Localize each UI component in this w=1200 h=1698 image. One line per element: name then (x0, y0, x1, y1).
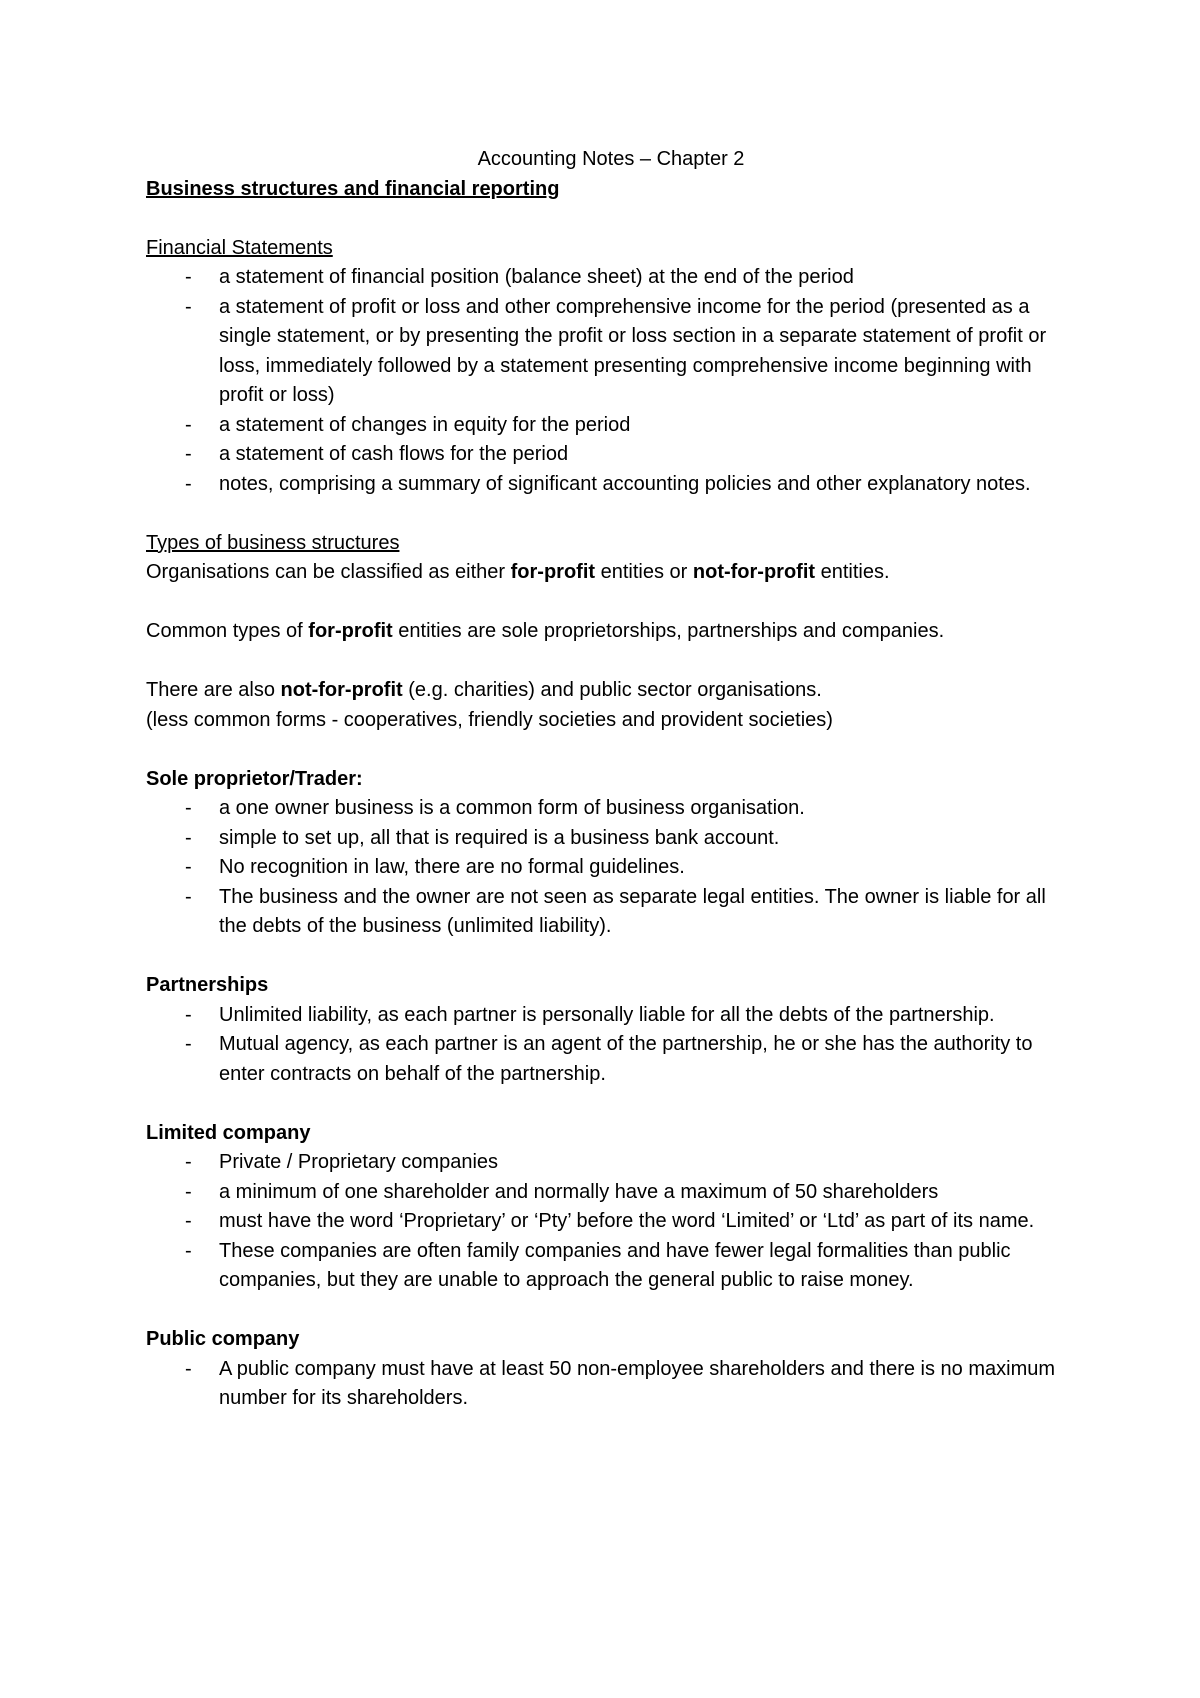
limited-company-list (146, 1148, 1076, 1296)
document-content (146, 145, 1076, 1414)
dash-bullet: - (185, 413, 192, 436)
types-paragraph-3: There are also not-for-profit (e.g. charities) and public sector organisations. (146, 679, 822, 701)
public-company-heading: Public company (146, 1328, 300, 1350)
dash-bullet: - (185, 1003, 192, 1026)
list-item: - Mutual agency, as each partner is an agent of the partnership, he or she has the authority to enter contracts on behalf of the partnership. (146, 1030, 1076, 1089)
list-item: - Private / Proprietary companies (146, 1148, 1076, 1178)
list-item: - a one owner business is a common form of business organisation. (146, 794, 1076, 824)
list-item: - These companies are often family companies and have fewer legal formalities than public companies, but they are unable to approach the general public to raise money. (146, 1237, 1076, 1296)
list-item: - a statement of profit or loss and other comprehensive income for the period (presented as a single statement, or by presenting the profit or loss section in a separate statement of profit or loss, immediately followed by a statement presenting comprehensive income beginning with profit or loss) (146, 293, 1076, 411)
sole-proprietor-heading: Sole proprietor/Trader: (146, 767, 363, 790)
list-item: - must have the word ‘Proprietary’ or ‘Pty’ before the word ‘Limited’ or ‘Ltd’ as part of its name. (146, 1207, 1076, 1237)
limited-company-heading: Limited company (146, 1121, 311, 1144)
list-item: - a statement of financial position (balance sheet) at the end of the period (146, 263, 1076, 293)
dash-bullet: - (185, 1151, 192, 1173)
list-item: - notes, comprising a summary of significant accounting policies and other explanatory notes. (146, 470, 1076, 500)
financial-statements-heading: Financial Statements (146, 236, 333, 259)
sole-proprietor-list (146, 794, 1076, 942)
list-item: - a statement of changes in equity for the period (146, 411, 1076, 441)
financial-statements-list (146, 263, 1076, 499)
list-item: - a statement of cash flows for the period (146, 440, 1076, 470)
dash-bullet: - (185, 1357, 192, 1380)
public-company-list (146, 1355, 1076, 1414)
list-item: - a minimum of one shareholder and normally have a maximum of 50 shareholders (146, 1178, 1076, 1208)
dash-bullet: - (185, 797, 192, 819)
main-heading: Business structures and financial reporting (146, 177, 560, 200)
dash-bullet: - (185, 266, 192, 288)
partnerships-list (146, 1001, 1076, 1090)
dash-bullet: - (185, 1239, 192, 1262)
list-item: - No recognition in law, there are no formal guidelines. (146, 853, 1076, 883)
dash-bullet: - (185, 856, 192, 878)
dash-bullet: - (185, 443, 192, 465)
dash-bullet: - (185, 1210, 192, 1232)
types-heading: Types of business structures (146, 531, 400, 554)
dash-bullet: - (185, 826, 192, 849)
dash-bullet: - (185, 885, 192, 908)
dash-bullet: - (185, 1033, 192, 1055)
list-item: - The business and the owner are not seen as separate legal entities. The owner is liable for all the debts of the business (unlimited liability). (146, 883, 1076, 942)
list-item: - A public company must have at least 50 non-employee shareholders and there is no maximum number for its shareholders. (146, 1355, 1076, 1414)
dash-bullet: - (185, 472, 192, 495)
dash-bullet: - (185, 1180, 192, 1203)
document-title: Accounting Notes – Chapter 2 (477, 148, 745, 170)
list-item: - Unlimited liability, as each partner is personally liable for all the debts of the partnership. (146, 1001, 1076, 1031)
types-paragraph-1: Organisations can be classified as either for-profit entities or not-for-profit entities. (146, 561, 890, 583)
partnerships-heading: Partnerships (146, 974, 269, 996)
list-item: - simple to set up, all that is required is a business bank account. (146, 824, 1076, 854)
dash-bullet: - (185, 295, 192, 318)
types-paragraph-2: Common types of for-profit entities are sole proprietorships, partnerships and companies. (146, 620, 945, 642)
types-paragraph-4: (less common forms - cooperatives, friendly societies and provident societies) (146, 708, 833, 731)
